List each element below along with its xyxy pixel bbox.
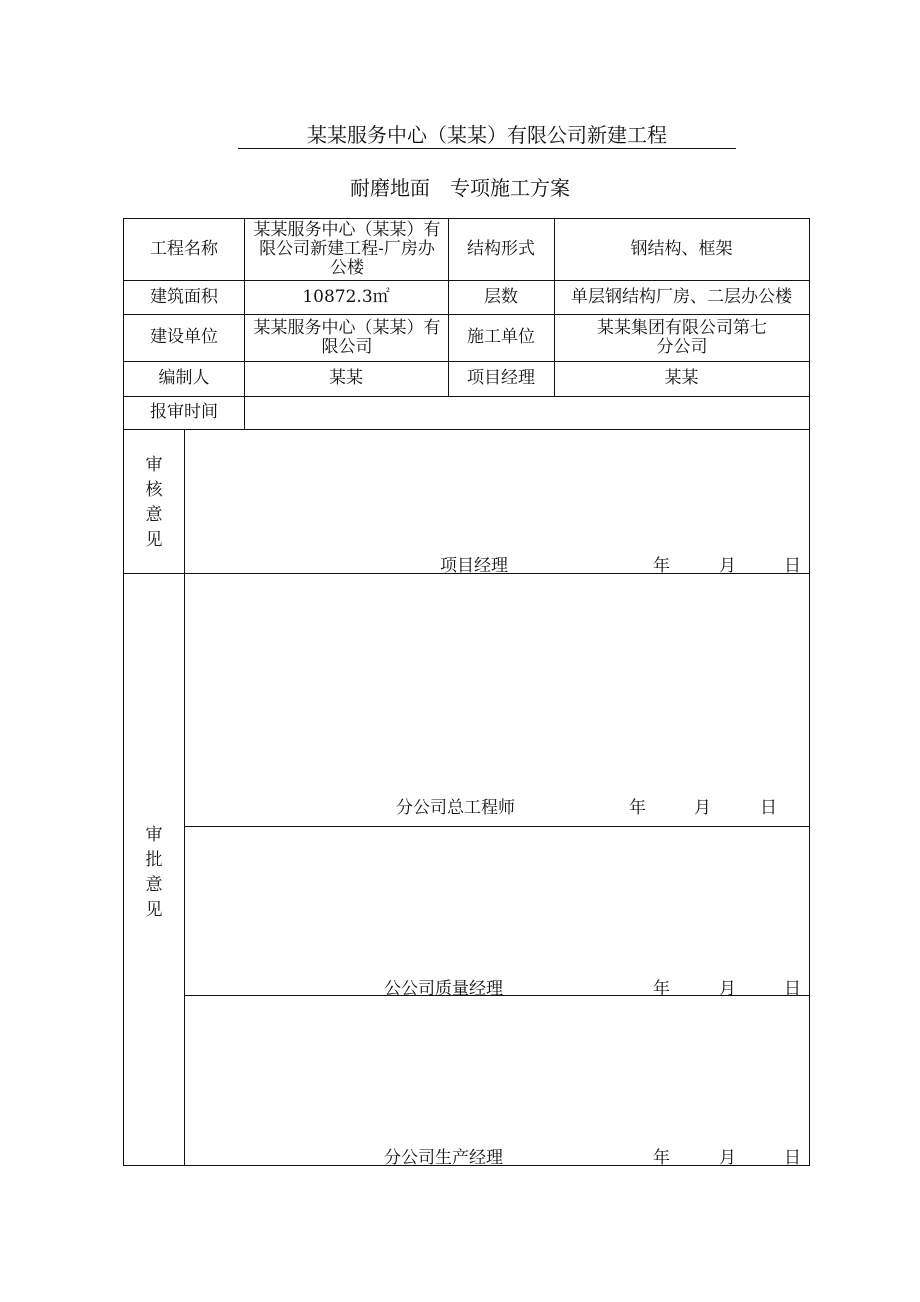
review-opinion-label: 审核意见 (145, 455, 163, 550)
submit-time-label: 报审时间 (150, 402, 218, 422)
owner-label: 建设单位 (150, 327, 218, 347)
production-manager-year: 年 (653, 1148, 670, 1168)
contractor-label: 施工单位 (467, 327, 535, 347)
quality-manager-signer: 公公司质量经理 (384, 979, 503, 999)
preparer-label: 编制人 (158, 368, 210, 388)
production-manager-signer: 分公司生产经理 (384, 1148, 503, 1168)
project-title: 某某服务中心（某某）有限公司新建工程 (238, 122, 736, 149)
chief-engineer-signer: 分公司总工程师 (396, 798, 515, 818)
owner-value: 某某服务中心（某某）有限公司 (253, 317, 441, 357)
chief-engineer-day: 日 (760, 798, 777, 818)
plan-title: 耐磨地面 专项施工方案 (350, 176, 570, 200)
approval-form (123, 218, 810, 1166)
submit-time-value (244, 396, 809, 429)
floors-label: 层数 (484, 286, 518, 307)
pm-value: 某某 (664, 368, 699, 388)
review-day: 日 (784, 556, 801, 576)
chief-engineer-month: 月 (694, 798, 711, 818)
production-manager-month: 月 (719, 1148, 736, 1168)
structure-label: 结构形式 (467, 239, 535, 259)
production-manager-day: 日 (784, 1148, 801, 1168)
area-label: 建筑面积 (150, 286, 218, 307)
quality-manager-year: 年 (653, 979, 670, 999)
quality-manager-month: 月 (719, 979, 736, 999)
project-name-label: 工程名称 (150, 239, 218, 259)
area-value: 10872.3㎡ (302, 286, 390, 307)
contractor-value: 某某集团有限公司第七分公司 (597, 317, 767, 357)
quality-manager-day: 日 (784, 979, 801, 999)
pm-label: 项目经理 (467, 368, 535, 388)
project-name-value: 某某服务中心（某某）有限公司新建工程-厂房办公楼 (253, 220, 441, 278)
chief-engineer-year: 年 (629, 798, 646, 818)
review-signer: 项目经理 (440, 556, 508, 576)
review-month: 月 (719, 556, 736, 576)
structure-value: 钢结构、框架 (630, 239, 733, 259)
floors-value: 单层钢结构厂房、二层办公楼 (571, 286, 792, 307)
preparer-value: 某某 (329, 368, 363, 388)
approval-opinion-label: 审批意见 (145, 825, 163, 920)
review-year: 年 (653, 556, 670, 576)
